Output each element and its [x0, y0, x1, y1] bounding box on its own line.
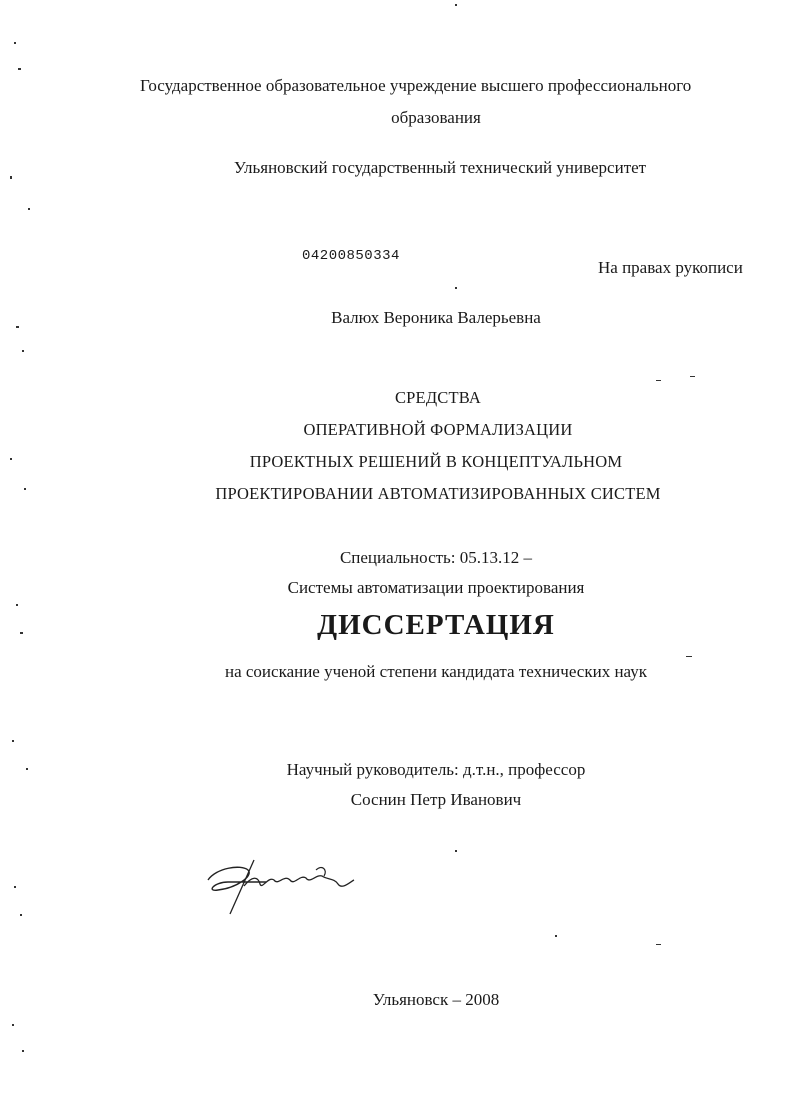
scan-speck	[18, 68, 21, 70]
scan-speck	[656, 380, 661, 381]
scan-speck	[14, 42, 16, 44]
scan-speck	[10, 176, 12, 179]
title-line-2: ОПЕРАТИВНОЙ ФОРМАЛИЗАЦИИ	[303, 420, 573, 439]
scan-speck	[10, 458, 12, 460]
institution-line-2: образования	[391, 108, 481, 127]
city-year: Ульяновск – 2008	[372, 990, 500, 1009]
title-line-4: ПРОЕКТИРОВАНИИ АВТОМАТИЗИРОВАННЫХ СИСТЕМ	[215, 484, 661, 503]
catalog-number: 04200850334	[302, 248, 400, 264]
specialty-code: Специальность: 05.13.12 –	[339, 548, 533, 567]
scan-speck	[455, 287, 457, 289]
author-name: Валюх Вероника Валерьевна	[331, 308, 541, 327]
degree-line: на соискание ученой степени кандидата технических наук	[224, 662, 647, 681]
scan-speck	[555, 935, 557, 937]
title-line-1: СРЕДСТВА	[394, 388, 482, 407]
title-line-3: ПРОЕКТНЫХ РЕШЕНИЙ В КОНЦЕПТУАЛЬНОМ	[249, 452, 623, 471]
supervisor-name: Соснин Петр Иванович	[350, 790, 522, 809]
university-name: Ульяновский государственный технический университет	[233, 158, 647, 177]
specialty-name: Системы автоматизации проектирования	[287, 578, 585, 597]
scan-speck	[26, 768, 28, 770]
scan-speck	[12, 740, 14, 742]
document-type: ДИССЕРТАЦИЯ	[317, 609, 555, 641]
scan-speck	[455, 4, 457, 6]
supervisor-title: Научный руководитель: д.т.н., профессор	[286, 760, 586, 779]
scan-speck	[16, 604, 18, 606]
signature	[196, 846, 366, 921]
scan-speck	[22, 1050, 24, 1052]
scan-speck	[24, 488, 26, 490]
scan-speck	[14, 886, 16, 888]
scan-speck	[12, 1024, 14, 1026]
scan-speck	[656, 944, 661, 945]
scan-speck	[28, 208, 30, 210]
scan-speck	[686, 656, 692, 657]
scan-speck	[16, 326, 19, 328]
scan-speck	[20, 914, 22, 916]
scan-speck	[455, 850, 457, 852]
institution-line-1: Государственное образовательное учреждение высшего профессионального	[140, 76, 692, 95]
scan-speck	[20, 632, 23, 634]
scan-speck	[22, 350, 24, 352]
scan-speck	[690, 376, 695, 377]
manuscript-rights: На правах рукописи	[598, 258, 743, 277]
